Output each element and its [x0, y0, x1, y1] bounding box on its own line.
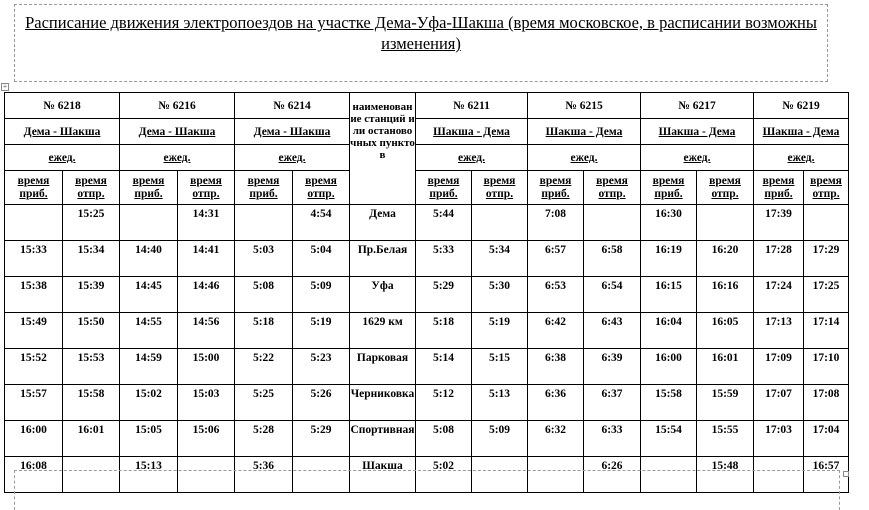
arrival-time: 5:08	[235, 277, 293, 313]
train-frequency: ежед.	[528, 145, 641, 171]
departure-time: 15:39	[63, 277, 120, 313]
time-label-row	[5, 171, 849, 205]
departure-time: 5:09	[293, 277, 350, 313]
departure-time: 5:23	[293, 349, 350, 385]
departure-time: 4:54	[293, 205, 350, 241]
departure-label: время отпр.	[584, 171, 641, 205]
departure-time: 15:25	[63, 205, 120, 241]
departure-time: 15:00	[178, 349, 235, 385]
departure-time: 6:58	[584, 241, 641, 277]
table-row	[5, 349, 849, 385]
arrival-time: 15:49	[5, 313, 63, 349]
departure-time: 15:03	[178, 385, 235, 421]
departure-time: 16:16	[697, 277, 754, 313]
train-frequency: ежед.	[754, 145, 849, 171]
table-row	[5, 421, 849, 457]
arrival-time: 16:08	[5, 457, 63, 493]
departure-time	[584, 205, 641, 241]
lower-text-box	[14, 470, 840, 510]
arrival-time: 5:44	[416, 205, 472, 241]
table-row	[5, 313, 849, 349]
arrival-time: 5:08	[416, 421, 472, 457]
arrival-time: 16:00	[5, 421, 63, 457]
train-route: Шакша - Дема	[416, 119, 528, 145]
arrival-time: 6:38	[528, 349, 584, 385]
arrival-label: время приб.	[235, 171, 293, 205]
departure-time: 16:57	[804, 457, 849, 493]
arrival-time: 15:02	[120, 385, 178, 421]
train-number: № 6218	[5, 93, 120, 119]
departure-time: 15:53	[63, 349, 120, 385]
page-title: Расписание движения электропоездов на участке Дема-Уфа-Шакша (время московское, в расписании возможны изменения)	[25, 13, 817, 53]
train-number: № 6216	[120, 93, 235, 119]
departure-time: 17:08	[804, 385, 849, 421]
arrival-time: 5:29	[416, 277, 472, 313]
arrival-time: 15:05	[120, 421, 178, 457]
arrival-time: 7:08	[528, 205, 584, 241]
arrival-time	[235, 205, 293, 241]
arrival-time: 16:00	[641, 349, 697, 385]
train-frequency: ежед.	[120, 145, 235, 171]
train-route: Шакша - Дема	[641, 119, 754, 145]
arrival-time: 17:03	[754, 421, 804, 457]
arrival-time: 17:13	[754, 313, 804, 349]
arrival-time: 15:38	[5, 277, 63, 313]
departure-time: 5:30	[472, 277, 528, 313]
departure-time: 15:55	[697, 421, 754, 457]
departure-label: время отпр.	[178, 171, 235, 205]
station-name: Уфа	[350, 277, 416, 313]
departure-time: 17:29	[804, 241, 849, 277]
departure-time: 6:43	[584, 313, 641, 349]
arrival-time: 16:19	[641, 241, 697, 277]
arrival-time: 5:36	[235, 457, 293, 493]
train-frequency: ежед.	[235, 145, 350, 171]
arrival-time: 14:45	[120, 277, 178, 313]
train-number: № 6215	[528, 93, 641, 119]
arrival-label: время приб.	[528, 171, 584, 205]
table-row	[5, 241, 849, 277]
arrival-time: 15:54	[641, 421, 697, 457]
station-name: Спортивная	[350, 421, 416, 457]
departure-time: 5:29	[293, 421, 350, 457]
arrival-time: 16:30	[641, 205, 697, 241]
station-name: 1629 км	[350, 313, 416, 349]
arrival-time	[120, 205, 178, 241]
train-frequency: ежед.	[5, 145, 120, 171]
departure-time: 17:25	[804, 277, 849, 313]
arrival-label: время приб.	[120, 171, 178, 205]
route-row	[5, 119, 849, 145]
departure-time: 14:31	[178, 205, 235, 241]
departure-time: 5:04	[293, 241, 350, 277]
train-route: Дема - Шакша	[235, 119, 350, 145]
train-route: Шакша - Дема	[754, 119, 849, 145]
arrival-time	[5, 205, 63, 241]
arrival-time: 14:40	[120, 241, 178, 277]
arrival-time: 5:22	[235, 349, 293, 385]
train-number-row	[5, 93, 849, 119]
departure-time: 15:48	[697, 457, 754, 493]
station-name: Парковая	[350, 349, 416, 385]
arrival-label: время приб.	[5, 171, 63, 205]
departure-time: 5:09	[472, 421, 528, 457]
arrival-time: 15:57	[5, 385, 63, 421]
arrival-time: 5:18	[235, 313, 293, 349]
arrival-time: 5:18	[416, 313, 472, 349]
departure-time: 6:37	[584, 385, 641, 421]
arrival-label: время приб.	[641, 171, 697, 205]
arrival-time: 17:07	[754, 385, 804, 421]
train-number: № 6219	[754, 93, 849, 119]
departure-time: 5:13	[472, 385, 528, 421]
resize-handle-icon[interactable]	[843, 471, 849, 477]
departure-time: 14:46	[178, 277, 235, 313]
departure-time: 16:05	[697, 313, 754, 349]
table-row	[5, 205, 849, 241]
arrival-time: 5:28	[235, 421, 293, 457]
departure-time: 6:33	[584, 421, 641, 457]
arrival-time: 5:33	[416, 241, 472, 277]
departure-time: 15:59	[697, 385, 754, 421]
arrival-time: 16:04	[641, 313, 697, 349]
timetable	[4, 92, 849, 493]
departure-time: 16:01	[697, 349, 754, 385]
departure-label: время отпр.	[293, 171, 350, 205]
departure-time: 17:14	[804, 313, 849, 349]
arrival-time: 15:58	[641, 385, 697, 421]
departure-time: 5:26	[293, 385, 350, 421]
arrival-time: 5:14	[416, 349, 472, 385]
arrival-label: время приб.	[754, 171, 804, 205]
departure-time: 5:19	[472, 313, 528, 349]
arrival-time: 17:28	[754, 241, 804, 277]
departure-time: 14:56	[178, 313, 235, 349]
arrival-time: 6:57	[528, 241, 584, 277]
arrival-time: 15:52	[5, 349, 63, 385]
station-name: Черниковка	[350, 385, 416, 421]
arrival-time: 6:53	[528, 277, 584, 313]
arrival-time: 6:32	[528, 421, 584, 457]
arrival-time: 6:42	[528, 313, 584, 349]
departure-time: 5:15	[472, 349, 528, 385]
train-route: Дема - Шакша	[120, 119, 235, 145]
arrival-time: 14:59	[120, 349, 178, 385]
arrival-time: 14:55	[120, 313, 178, 349]
departure-time: 5:19	[293, 313, 350, 349]
departure-time: 15:50	[63, 313, 120, 349]
table-row	[5, 385, 849, 421]
departure-label: время отпр.	[63, 171, 120, 205]
station-name: Шакша	[350, 457, 416, 493]
arrival-time: 5:25	[235, 385, 293, 421]
departure-time: 14:41	[178, 241, 235, 277]
train-route: Шакша - Дема	[528, 119, 641, 145]
train-number: № 6211	[416, 93, 528, 119]
table-move-handle-icon[interactable]: +	[2, 82, 8, 91]
departure-time	[472, 205, 528, 241]
departure-time: 6:39	[584, 349, 641, 385]
departure-time: 16:01	[63, 421, 120, 457]
arrival-time: 15:33	[5, 241, 63, 277]
departure-time: 16:20	[697, 241, 754, 277]
arrival-time: 5:03	[235, 241, 293, 277]
departure-time: 15:58	[63, 385, 120, 421]
train-number: № 6214	[235, 93, 350, 119]
departure-time	[697, 205, 754, 241]
arrival-time: 17:24	[754, 277, 804, 313]
departure-time: 15:06	[178, 421, 235, 457]
train-number: № 6217	[641, 93, 754, 119]
train-frequency: ежед.	[416, 145, 528, 171]
departure-time	[804, 205, 849, 241]
table-row	[5, 277, 849, 313]
arrival-time: 5:02	[416, 457, 472, 493]
arrival-time: 17:09	[754, 349, 804, 385]
departure-label: время отпр.	[804, 171, 849, 205]
station-name: Дема	[350, 205, 416, 241]
arrival-time: 6:36	[528, 385, 584, 421]
departure-time: 15:34	[63, 241, 120, 277]
departure-label: время отпр.	[472, 171, 528, 205]
arrival-time: 16:15	[641, 277, 697, 313]
departure-time: 17:10	[804, 349, 849, 385]
station-name: Пр.Белая	[350, 241, 416, 277]
train-route: Дема - Шакша	[5, 119, 120, 145]
station-column-header: наименование станций или остановочных пунктов	[350, 93, 416, 205]
train-frequency: ежед.	[641, 145, 754, 171]
departure-time: 6:26	[584, 457, 641, 493]
arrival-time: 17:39	[754, 205, 804, 241]
arrival-time: 15:13	[120, 457, 178, 493]
departure-time: 17:04	[804, 421, 849, 457]
departure-time: 5:34	[472, 241, 528, 277]
arrival-label: время приб.	[416, 171, 472, 205]
frequency-row	[5, 145, 849, 171]
departure-label: время отпр.	[697, 171, 754, 205]
arrival-time: 5:12	[416, 385, 472, 421]
departure-time: 6:54	[584, 277, 641, 313]
